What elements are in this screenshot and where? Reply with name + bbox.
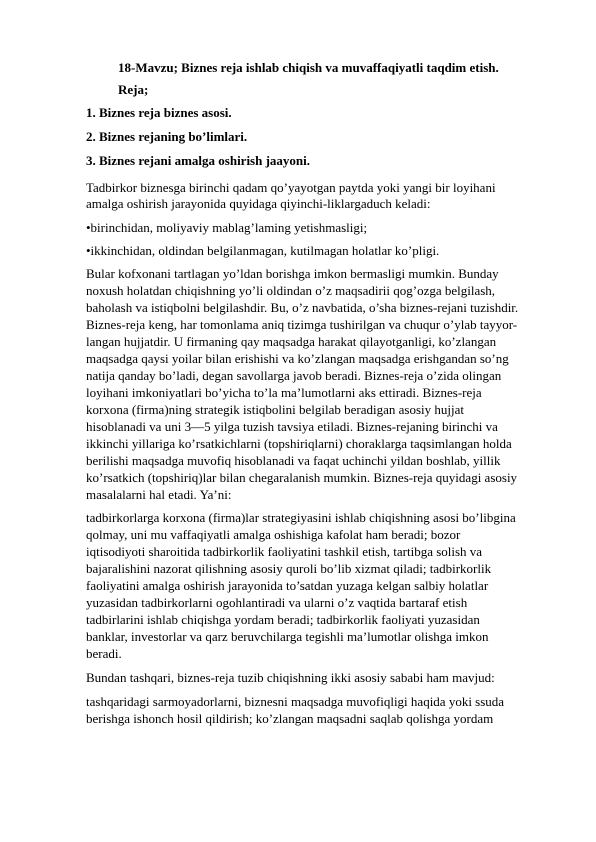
body-line: baholash va istiqbolni belgilashdir. Bu, o’z navbatida, o’sha biznes-rejani tuzishdir. bbox=[86, 300, 519, 315]
plan-item: 1. Biznes reja biznes asosi. bbox=[86, 105, 232, 120]
body-line: tashqaridagi sarmoyadorlarni, biznesni maqsadga muvofiqligi haqida yoki ssuda bbox=[86, 694, 505, 709]
body-line: bajaralishini nazorat qilishning asosiy quroli bo’lib xizmat qiladi; tadbirkorlik bbox=[86, 561, 492, 576]
body-line: tadbirkorlarga korxona (firma)lar strategiyasini ishlab chiqishning asosi bo’libgina bbox=[86, 510, 516, 525]
body-line: amalga oshirish jarayonida quyidaga qiyinchi-liklargaduch keladi: bbox=[86, 196, 431, 211]
body-line: natija qanday bo’ladi, degan savollarga javob beradi. Biznes-reja o’zida olingan bbox=[86, 368, 502, 383]
plan-item: 3. Biznes rejani amalga oshirish jaayoni. bbox=[86, 153, 311, 168]
body-line: qolmay, uni mu vaffaqiyatli amalga oshishiga kafolat ham beradi; bozor bbox=[86, 527, 461, 542]
body-line: ko’rsatkich (topshiriq)lar bilan chegaralanish mumkin. Biznes-reja quyidagi asosiy bbox=[86, 470, 518, 485]
body-line: langan hujjatdir. U firmaning qay maqsadga harakat qilayotganligi, ko’zlangan bbox=[86, 334, 497, 349]
body-line: hisoblanadi va uni 3—5 yilga tuzish tavsiya etiladi. Biznes-rejaning birinchi va bbox=[86, 419, 498, 434]
body-line: korxona (firma)ning strategik istiqbolini belgilab beradigan asosiy hujjat bbox=[86, 402, 464, 417]
body-line: beradi. bbox=[86, 646, 122, 661]
body-line: iqtisodiyoti sharoitida tadbirkorlik faoliyatini tashkil etish, tartibga solish va bbox=[86, 544, 483, 559]
plan-heading: Reja; bbox=[118, 82, 149, 97]
body-line: Bular kofxonani tartlagan yo’ldan borishga imkon bermasligi mumkin. Bunday bbox=[86, 266, 499, 281]
body-line: masalalarni hal etadi. Ya’ni: bbox=[86, 487, 232, 502]
body-line: Bundan tashqari, biznes-reja tuzib chiqishning ikki asosiy sababi ham mavjud: bbox=[86, 670, 495, 685]
bullet-line: •birinchidan, moliyaviy mablag’laming yetishmasligi; bbox=[86, 220, 368, 235]
body-line: faoliyatini amalga oshirish jarayonida to’satdan yuzaga kelgan salbiy holatlar bbox=[86, 578, 489, 593]
body-line: tadbirlarini ishlab chiqishga yordam beradi; tadbirkorlik faoliyati yuzasidan bbox=[86, 612, 480, 627]
body-line: loyihani imkoniyatlari bo’yicha to’la ma’lumotlarni aks ettiradi. Biznes-reja bbox=[86, 385, 482, 400]
body-line: maqsadga qaysi yoilar bilan erishishi va ko’zlangan maqsadga erishgandan so’ng bbox=[86, 351, 509, 366]
bullet-line: •ikkinchidan, oldindan belgilanmagan, kutilmagan holatlar ko’pligi. bbox=[86, 243, 440, 258]
body-line: berilishi maqsadga muvofiq hisoblanadi va faqat uchinchi yildan boshlab, yillik bbox=[86, 453, 501, 468]
body-line: yuzasidan tadbirkorlarni ogohlantiradi va ularni o’z vaqtida bartaraf etish bbox=[86, 595, 468, 610]
body-line: ikkinchi yillariga ko’rsatkichlarni (topshiriqlarni) choraklarga taqsimlangan holda bbox=[86, 436, 512, 451]
body-line: banklar, investorlar va qarz beruvchilarga tegishli ma’lumotlar olishga imkon bbox=[86, 629, 489, 644]
body-line: Tadbirkor biznesga birinchi qadam qo’yayotgan paytda yoki yangi bir loyihani bbox=[86, 180, 496, 195]
body-line: Biznes-reja keng, har tomonlama aniq tizimga tushirilgan va chuqur o’ylab tayyor- bbox=[86, 317, 518, 332]
plan-item: 2. Biznes rejaning bo’limlari. bbox=[86, 129, 248, 144]
body-line: berishga ishonch hosil qildirish; ko’zlangan maqsadni saqlab qolishga yordam bbox=[86, 711, 494, 726]
document-title: 18-Mavzu; Biznes reja ishlab chiqish va muvaffaqiyatli taqdim etish. bbox=[118, 60, 499, 75]
body-line: noxush holatdan chiqishning yo’li oldindan o’z maqsadirii qog’ozga belgilash, bbox=[86, 283, 496, 298]
